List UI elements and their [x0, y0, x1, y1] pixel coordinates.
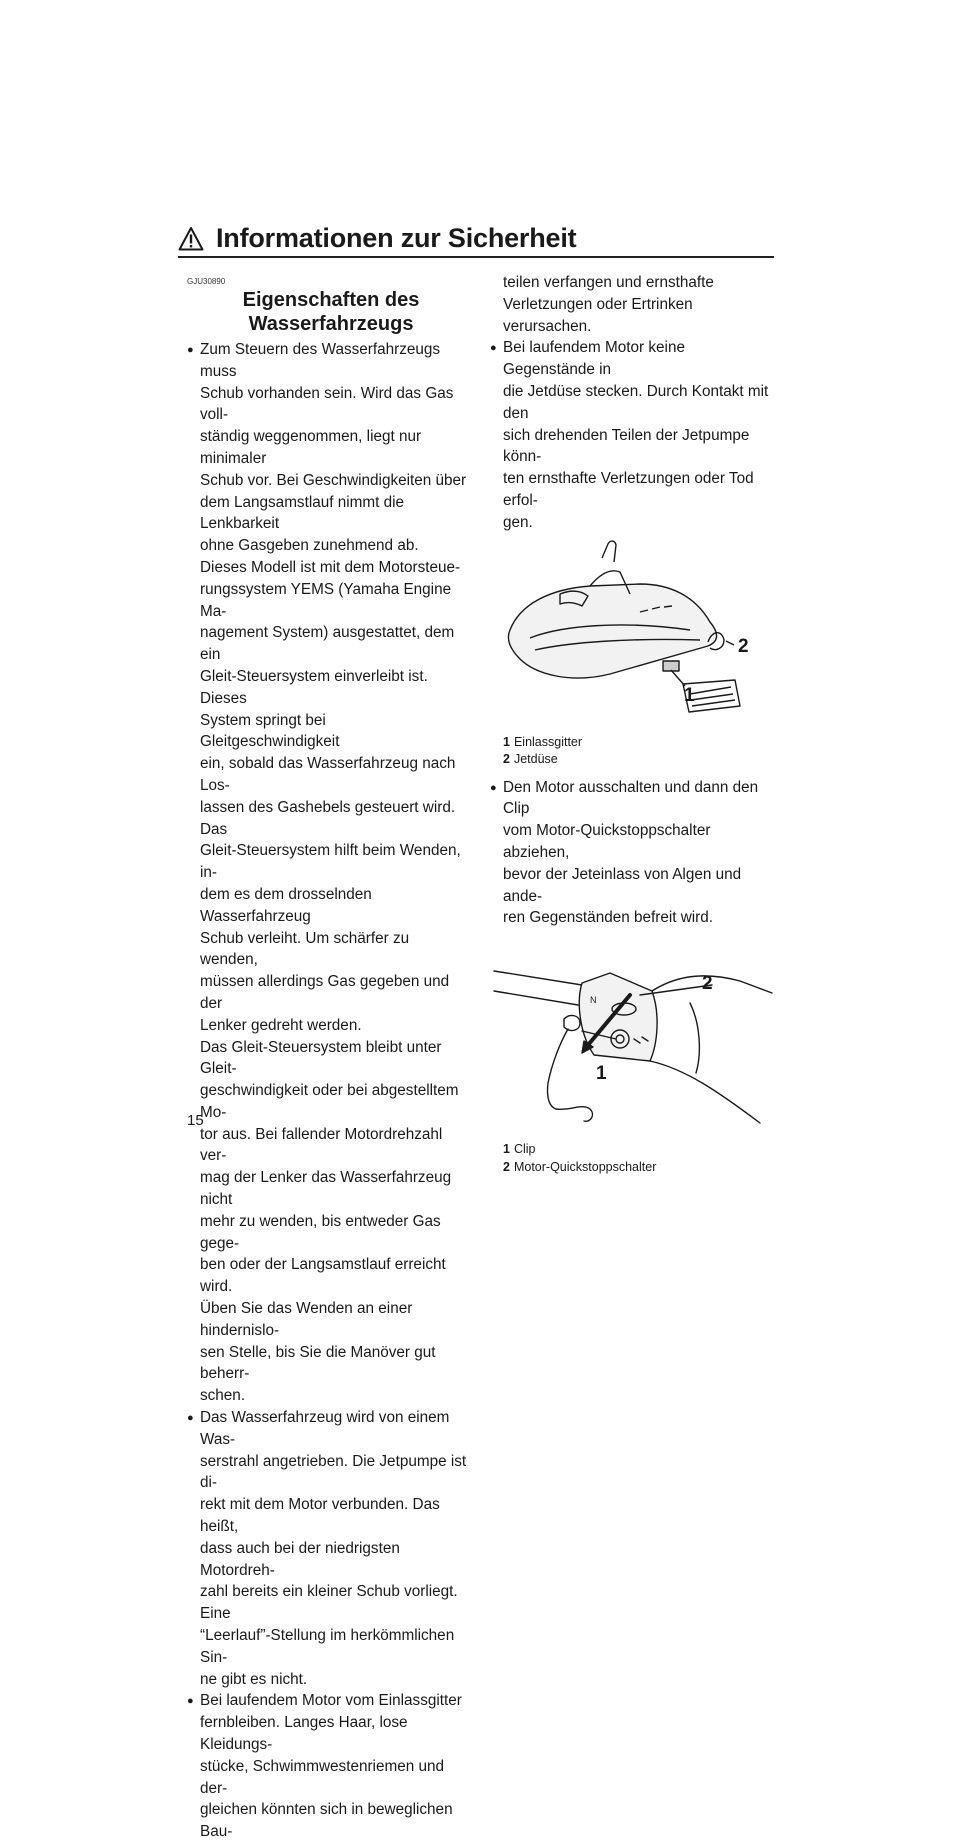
section-code: GJU30890 — [187, 277, 226, 286]
section-title — [187, 288, 467, 336]
bullet-dot-icon: ● — [187, 1695, 194, 1708]
paragraph: Das Gleit-Steuersystem bleibt unter Gleit- geschwindigkeit oder bei abgestelltem Mo- tor aus. Bei fallender Motordrehzahl ver- mag der Lenker das Wasserfahrzeug nicht mehr zu wenden, bis entweder Gas gege- ben oder der Langsamstlauf erreicht wird. Üben Sie das Wenden an einer hindernislo- sen Stelle, bis Sie die Manöver gut beherr- schen. — [200, 1038, 459, 1405]
bullet-text: Bei laufendem Motor vom Einlassgitter fernbleiben. Langes Haar, lose Kleidungs- stücke, Schwimmwestenriemen und der- gleichen könnten sich in beweglichen Bau- — [200, 1692, 462, 1841]
callout-2: 2 — [702, 973, 713, 995]
bullet-text: Das Wasserfahrzeug wird von einem Was- serstrahl angetrieben. Die Jetpumpe ist di- rekt mit dem Motor verbunden. Das heißt, dass auch bei der niedrigsten Motordreh- zahl bereits ein kleiner Schub vorliegt. Eine “Leerlauf”-Stellung im herkömmlichen Sin- ne gibt es nicht. — [200, 1409, 467, 1688]
warning-triangle-icon — [178, 226, 204, 252]
legend-label: Jetdüse — [513, 752, 558, 767]
legend-label: Einlassgitter — [513, 734, 583, 749]
legend-item — [503, 751, 776, 769]
legend-number: 2 — [503, 752, 510, 767]
left-column — [187, 277, 467, 1843]
bullet-dot-icon: ● — [490, 781, 497, 794]
bullet-item — [187, 1690, 467, 1843]
bullet-item — [490, 337, 776, 533]
bullet-item — [187, 1407, 467, 1690]
watercraft-illustration — [490, 534, 776, 730]
bullet-continuation: teilen verfangen und ernsthafte Verletzungen oder Ertrinken verursachen. — [503, 274, 714, 335]
callout-2: 2 — [738, 635, 749, 657]
legend-number: 1 — [503, 1142, 510, 1157]
legend-item — [503, 734, 776, 752]
bullet-text: Den Motor ausschalten und dann den Clip vom Motor-Quickstoppschalter abziehen, bevor der Jeteinlass von Algen und ande- ren Gegenständen befreit wird. — [503, 778, 759, 927]
legend-item — [503, 1159, 776, 1177]
bullet-text: Bei laufendem Motor keine Gegenstände in die Jetdüse stecken. Durch Kontakt mit den sich drehenden Teilen der Jetpumpe könn- ten ernsthafte Verletzungen oder Tod erfol- gen. — [503, 339, 769, 531]
figure-legend — [490, 1141, 776, 1176]
bullet-text: Zum Steuern des Wasserfahrzeugs muss Schub vorhanden sein. Wird das Gas voll- ständig weggenommen, liegt nur minimaler Schub vor. Bei Geschwindigkeiten über dem Langsamstlauf nimmt die Lenkbarkeit ohne Gasgeben zunehmend ab. — [200, 341, 467, 555]
legend-label: Motor-Quickstoppschalter — [513, 1159, 657, 1174]
handlebar-switch-illustration — [490, 943, 776, 1137]
callout-1: 1 — [596, 1063, 607, 1085]
page-title: Informationen zur Sicherheit — [216, 223, 577, 253]
legend-item — [503, 1141, 776, 1159]
bullet-dot-icon: ● — [187, 1412, 194, 1425]
bullet-dot-icon: ● — [187, 344, 194, 356]
bullet-item — [490, 777, 776, 930]
switch-mark: N — [590, 995, 597, 1006]
page-number: 15 — [187, 1112, 204, 1129]
section-title-line2: Wasserfahrzeugs — [248, 313, 414, 335]
right-column — [490, 272, 776, 1184]
bullet-item — [187, 339, 467, 557]
legend-label: Clip — [513, 1142, 536, 1157]
page-header — [178, 223, 774, 258]
bullet-dot-icon: ● — [490, 342, 497, 355]
section-title-line1: Eigenschaften des — [242, 289, 420, 311]
legend-number: 1 — [503, 734, 510, 749]
paragraph: Dieses Modell ist mit dem Motorsteue- rungssystem YEMS (Yamaha Engine Ma- nagement System) ausgestattet, dem ein Gleit-Steuersystem einverleibt ist. Dieses System springt bei Gleitgeschwindigkeit ein, sobald das Wasserfahrzeug nach Los- lassen des Gashebels gesteuert wird. Das Gleit-Steuersystem hilft beim Wenden, in- dem es dem drosselnden Wasserfahrzeug Schub verleiht. Um schärfer zu wenden, müssen allerdings Gas gegeben und der Lenker gedreht werden. — [200, 558, 461, 1034]
callout-1: 1 — [684, 684, 695, 706]
figure-legend — [490, 734, 776, 769]
legend-number: 2 — [503, 1159, 510, 1174]
